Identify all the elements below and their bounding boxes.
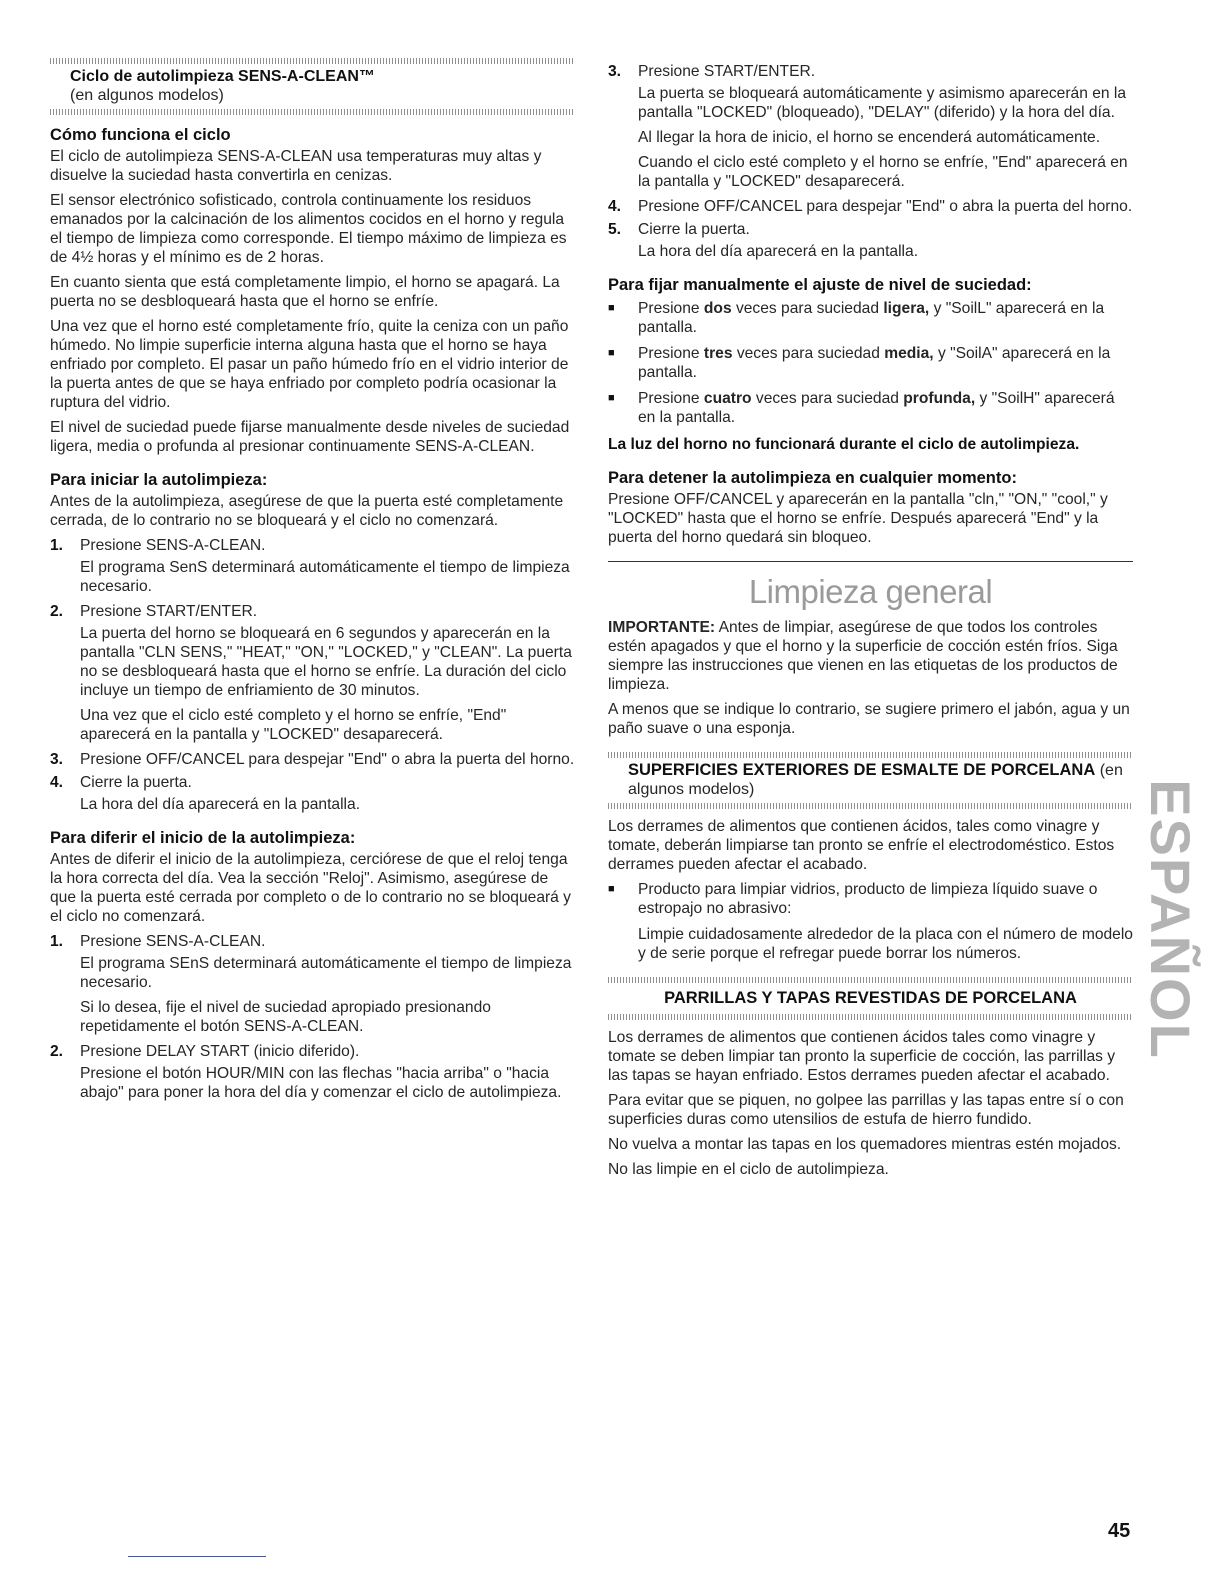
list-item	[608, 299, 1133, 337]
paragraph: Antes de diferir el inicio de la autolimpieza, cerciórese de que el reloj tenga la hora correcta del día. Vea la sección "Reloj". Asimismo, asegúrese de que la puerta esté cerrada por completo o de lo contrario no se bloqueará y el ciclo no comenzará.	[50, 851, 571, 925]
step-number: 3.	[50, 751, 64, 768]
paragraph: El sensor electrónico sofisticado, controla continuamente los residuos emanados por la calcinación de los alimentos cocidos en el horno y regula el tiempo de limpieza como corresponde. El tiempo máximo de limpieza es de 4½ horas y el mínimo es de 2 horas.	[50, 192, 567, 266]
step-number: 5.	[608, 221, 622, 238]
step-item	[50, 773, 575, 792]
list-item	[608, 880, 1133, 918]
step-number: 1.	[50, 933, 64, 950]
paragraph: Los derrames de alimentos que contienen ácidos, tales como vinagre y tomate, deberán limpiarse tan pronto se enfríe el electrodoméstico. Estos derrames pueden afectar el acabado.	[608, 818, 1115, 873]
how-it-works-heading: Cómo funciona el ciclo	[50, 126, 231, 144]
step-text: Cierre la puerta.	[80, 774, 192, 791]
step-detail: Una vez que el ciclo esté completo y el horno se enfríe, "End" aparecerá en la pantalla y "LOCKED" desaparecerá.	[80, 707, 507, 743]
bullet-square-icon: ■	[608, 302, 615, 314]
grates-title: PARRILLAS Y TAPAS REVESTIDAS DE PORCELANA	[664, 989, 1077, 1007]
enamel-title: SUPERFICIES EXTERIORES DE ESMALTE DE PORCELANA	[628, 761, 1096, 779]
bullet-text: Presione dos veces para suciedad ligera, y "SoilL" aparecerá en la pantalla.	[638, 300, 1105, 336]
step-item	[50, 536, 575, 555]
oven-light-note: La luz del horno no funcionará durante el ciclo de autolimpieza.	[608, 436, 1080, 453]
bullet-text: Producto para limpiar vidrios, producto de limpieza líquido suave o estropajo no abrasivo:	[638, 881, 1098, 917]
paragraph: Los derrames de alimentos que contienen ácidos tales como vinagre y tomate se deben limpiar tan pronto la superficie de cocción, las parrillas y las tapas se hayan enfriado. Estos derrames pueden afectar el acabado.	[608, 1029, 1116, 1084]
step-detail: El programa SEnS determinará automáticamente el tiempo de limpieza necesario.	[80, 955, 572, 991]
self-clean-subtitle: (en algunos modelos)	[70, 87, 224, 104]
hatch-divider	[608, 977, 1133, 983]
paragraph: Una vez que el horno esté completamente frío, quite la ceniza con un paño húmedo. No limpie superficie interna alguna hasta que el horno se haya enfriado por completo. El pasar un paño húmedo frío en el vidrio interior de la puerta antes de que se haya enfriado por completo podría ocasionar la ruptura del vidrio.	[50, 318, 569, 411]
hatch-divider	[50, 109, 575, 115]
step-text: Presione OFF/CANCEL para despejar "End" o abra la puerta del horno.	[80, 751, 575, 768]
step-text: Cierre la puerta.	[638, 221, 750, 238]
bullet-square-icon: ■	[608, 347, 615, 359]
language-side-tab	[1138, 779, 1202, 1060]
step-item	[608, 220, 1133, 239]
step-detail: El programa SenS determinará automáticamente el tiempo de limpieza necesario.	[80, 559, 570, 595]
paragraph: En cuanto sienta que está completamente limpio, el horno se apagará. La puerta no se desbloqueará hasta que el horno se enfríe.	[50, 274, 560, 310]
start-clean-heading: Para iniciar la autolimpieza:	[50, 471, 268, 489]
right-column	[608, 58, 1133, 1185]
hatch-divider	[608, 1014, 1133, 1020]
step-detail: La hora del día aparecerá en la pantalla.	[638, 243, 919, 260]
hatch-divider	[50, 58, 575, 64]
step-detail: La puerta se bloqueará automáticamente y asimismo aparecerán en la pantalla "LOCKED" (bloqueado), "DELAY" (diferido) y la hora del día.	[638, 85, 1127, 121]
step-item	[50, 602, 575, 621]
general-cleaning-title: Limpieza general	[748, 573, 993, 610]
paragraph: Para evitar que se piquen, no golpee las parrillas y las tapas entre sí o con superficies duras como utensilios de estufa de hierro fundido.	[608, 1092, 1124, 1128]
step-detail: Si lo desea, fije el nivel de suciedad apropiado presionando repetidamente el botón SENS-A-CLEAN.	[80, 999, 491, 1035]
step-detail: La puerta del horno se bloqueará en 6 segundos y aparecerán en la pantalla "CLN SENS," "HEAT," "ON," "LOCKED," y "CLEAN". La puerta no se desbloqueará hasta que el horno se enfríe. La duración del ciclo incluye un tiempo de enfriamiento de 30 minutos.	[80, 625, 572, 699]
bullet-square-icon: ■	[608, 392, 615, 404]
self-clean-title: Ciclo de autolimpieza SENS-A-CLEAN™	[70, 68, 375, 85]
step-number: 2.	[50, 603, 64, 620]
step-number: 1.	[50, 537, 64, 554]
step-text: Presione START/ENTER.	[80, 603, 258, 620]
step-item	[608, 197, 1133, 216]
language-tab-label: ESPAÑOL	[1138, 779, 1202, 1060]
step-text: Presione START/ENTER.	[638, 63, 816, 80]
step-number: 3.	[608, 63, 622, 80]
step-text: Presione DELAY START (inicio diferido).	[80, 1043, 360, 1060]
hatch-divider	[608, 752, 1133, 758]
step-detail: Al llegar la hora de inicio, el horno se encenderá automáticamente.	[638, 129, 1101, 146]
step-text: Presione SENS-A-CLEAN.	[80, 933, 266, 950]
paragraph: Presione OFF/CANCEL y aparecerán en la pantalla "cln," "ON," "cool," y "LOCKED" hasta que el horno se enfríe. Después aparecerá "End" y la puerta del horno quedará sin bloqueo.	[608, 491, 1108, 546]
bullet-text: Presione cuatro veces para suciedad profunda, y "SoilH" aparecerá en la pantalla.	[638, 390, 1115, 426]
bullet-text: Presione tres veces para suciedad media, y "SoilA" aparecerá en la pantalla.	[638, 345, 1111, 381]
delay-clean-heading: Para diferir el inicio de la autolimpieza:	[50, 829, 356, 847]
step-item	[50, 932, 575, 951]
bullet-square-icon: ■	[608, 883, 615, 895]
step-number: 4.	[608, 198, 622, 215]
step-detail: Presione el botón HOUR/MIN con las flechas "hacia arriba" o "hacia abajo" para poner la hora del día y comenzar el ciclo de autolimpieza.	[80, 1065, 562, 1101]
section-rule	[608, 561, 1133, 562]
start-steps-list	[50, 536, 575, 814]
left-column	[50, 58, 575, 1108]
section-header-box	[608, 758, 1133, 803]
paragraph: Antes de la autolimpieza, asegúrese de que la puerta esté completamente cerrada, de lo contrario no se bloqueará y el ciclo no comenzará.	[50, 493, 564, 529]
page-number: 45	[1108, 1520, 1131, 1542]
section-header-box	[50, 64, 575, 109]
step-text: Presione SENS-A-CLEAN.	[80, 537, 266, 554]
step-text: Presione OFF/CANCEL para despejar "End" o abra la puerta del horno.	[638, 198, 1133, 215]
delay-steps-continued	[608, 62, 1133, 261]
footer-rule	[128, 1556, 266, 1557]
step-detail: La hora del día aparecerá en la pantalla.	[80, 796, 361, 813]
enamel-subtitle: (en algunos modelos)	[628, 762, 1123, 798]
step-item	[50, 750, 575, 769]
step-item	[50, 1042, 575, 1061]
step-number: 2.	[50, 1043, 64, 1060]
step-detail: Cuando el ciclo esté completo y el horno se enfríe, "End" aparecerá en la pantalla y "LOCKED" desaparecerá.	[638, 154, 1128, 190]
delay-steps-list	[50, 932, 575, 1102]
stop-clean-heading: Para detener la autolimpieza en cualquier momento:	[608, 469, 1017, 487]
paragraph: No vuelva a montar las tapas en los quemadores mientras estén mojados.	[608, 1136, 1122, 1153]
paragraph: No las limpie en el ciclo de autolimpieza.	[608, 1161, 889, 1178]
paragraph: El ciclo de autolimpieza SENS-A-CLEAN usa temperaturas muy altas y disuelve la suciedad hasta convertirla en cenizas.	[50, 148, 542, 184]
sub-paragraph: Limpie cuidadosamente alrededor de la placa con el número de modelo y de serie porque el refregar puede borrar los números.	[638, 926, 1133, 962]
important-paragraph: IMPORTANTE: Antes de limpiar, asegúrese de que todos los controles estén apagados y que el horno y la superficie de cocción estén fríos. Siga siempre las instrucciones que vienen en las etiquetas de los productos de limpieza.	[608, 619, 1118, 693]
manual-soil-heading: Para fijar manualmente el ajuste de nivel de suciedad:	[608, 276, 1032, 294]
list-item	[608, 389, 1133, 427]
list-item	[608, 344, 1133, 382]
paragraph: El nivel de suciedad puede fijarse manualmente desde niveles de suciedad ligera, media o profunda al presionar continuamente SENS-A-CLEAN.	[50, 419, 570, 455]
step-item	[608, 62, 1133, 81]
hatch-divider	[608, 803, 1133, 809]
step-number: 4.	[50, 774, 64, 791]
paragraph: A menos que se indique lo contrario, se sugiere primero el jabón, agua y un paño suave o una esponja.	[608, 701, 1130, 737]
